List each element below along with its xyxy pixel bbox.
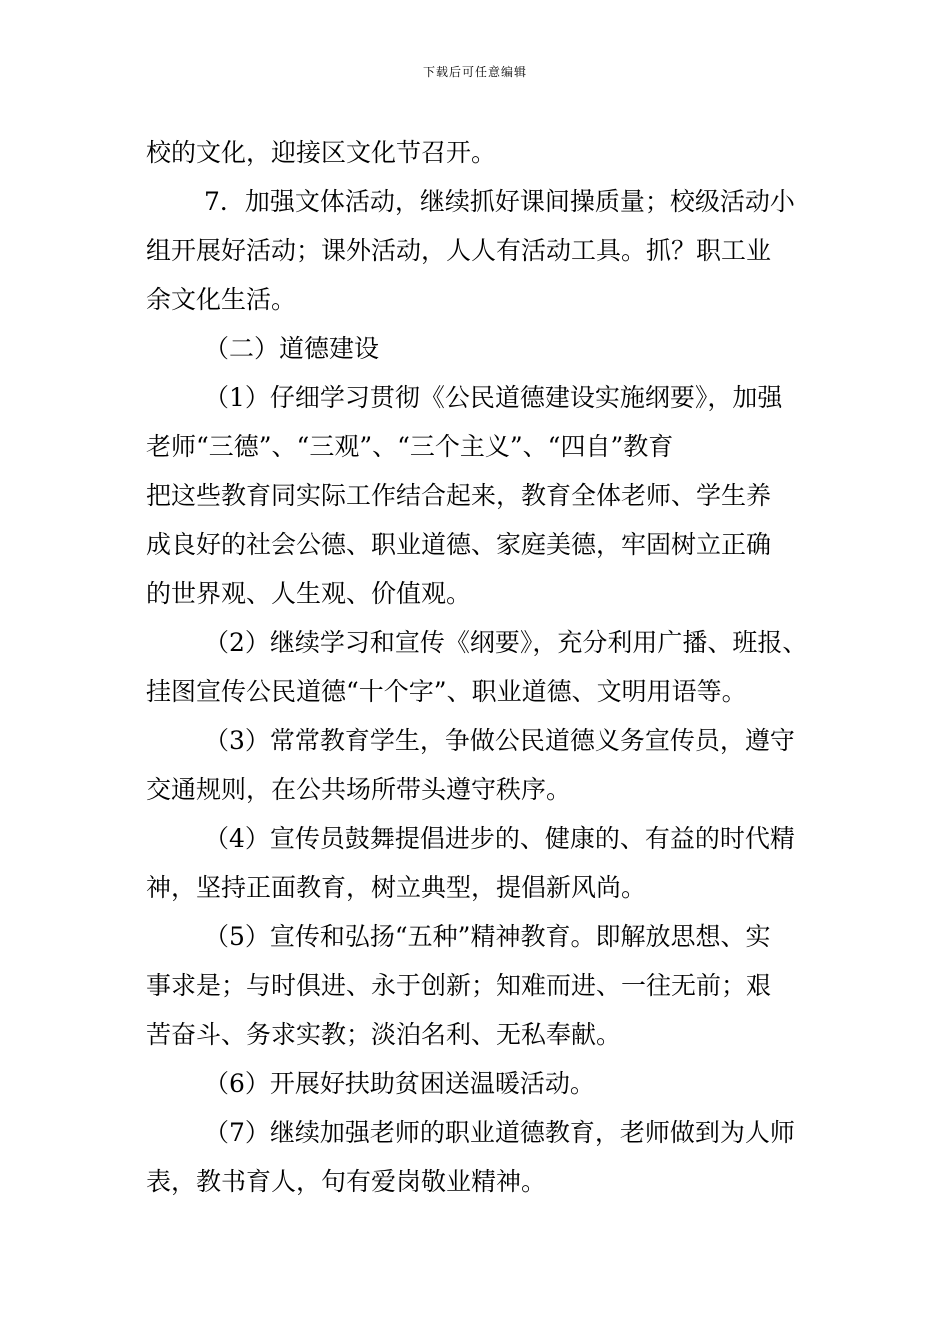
text-line-10: 的世界观、人生观、价值观。: [146, 579, 472, 608]
text-line-14: 交通规则，在公共场所带头遵守秩序。: [146, 775, 572, 804]
section-heading: （二）道德建设: [204, 334, 380, 363]
document-body: [146, 128, 826, 1206]
text-line-20: （6）开展好扶助贫困送温暖活动。: [204, 1069, 595, 1098]
text-line-4: 余文化生活。: [146, 285, 297, 314]
text-line-19: 苦奋斗、务求实教；淡泊名利、无私奉献。: [146, 1020, 622, 1049]
text-line-8: 把这些教育同实际工作结合起来，教育全体老师、学生养: [146, 481, 772, 510]
text-line-15: （4）宣传员鼓舞提倡进步的、健康的、有益的时代精: [204, 824, 795, 853]
text-line-2: 7．加强文体活动，继续抓好课间操质量；校级活动小: [204, 187, 795, 216]
text-line-21: （7）继续加强老师的职业道德教育，老师做到为人师: [204, 1118, 795, 1147]
text-line-12: 挂图宣传公民道德“十个字”、职业道德、文明用语等。: [146, 677, 747, 706]
page-header: 下载后可任意编辑: [422, 65, 527, 79]
text-line-11: （2）继续学习和宣传《纲要》，充分利用广播、班报、: [204, 628, 808, 657]
text-line-22: 表，教书育人，句有爱岗敬业精神。: [146, 1167, 547, 1196]
text-line-6: （1）仔细学习贯彻《公民道德建设实施纲要》，加强: [204, 383, 783, 412]
text-line-9: 成良好的社会公德、职业道德、家庭美德，牢固树立正确: [146, 530, 772, 559]
text-line-17: （5）宣传和弘扬“五种”精神教育。即解放思想、实: [204, 922, 771, 951]
text-line-13: （3）常常教育学生，争做公民道德义务宣传员，遵守: [204, 726, 795, 755]
text-line-7: 老师“三德”、“三观”、“三个主义”、“四自”教育: [146, 432, 674, 461]
text-line-3: 组开展好活动；课外活动，人人有活动工具。抓？职工业: [146, 236, 772, 265]
text-line-16: 神，坚持正面教育，树立典型，提倡新风尚。: [146, 873, 647, 902]
text-line-1: 校的文化，迎接区文化节召开。: [146, 138, 497, 167]
text-line-18: 事求是；与时俱进、永于创新；知难而进、一往无前；艰: [146, 971, 772, 1000]
